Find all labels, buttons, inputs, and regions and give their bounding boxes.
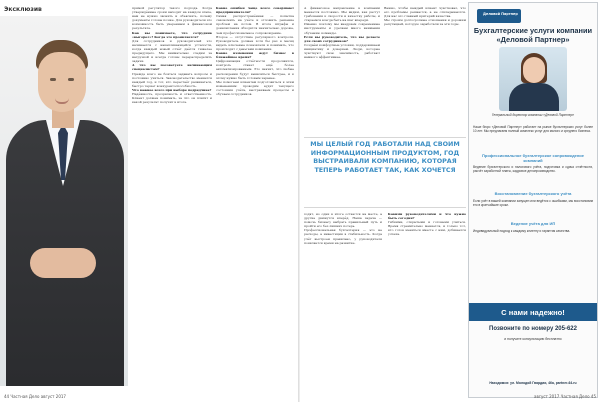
- interview-question: Какие изменения ждут бизнес в ближайшее время?: [216, 51, 294, 60]
- interview-question: Как вы понимаете, что сотрудник «выгорел»? Когда это проявляется?: [132, 30, 212, 39]
- slogan-text: С нами надежно!: [501, 308, 565, 317]
- article-paragraph: Надёжность, прозрачность и ответственность. Клиент должен понимать, за что он платит и какой результат получит в итоге.: [132, 91, 212, 105]
- portrait-photo: [0, 16, 128, 386]
- ad-heading-1: Профессиональное бухгалтерское сопровождение компаний: [482, 153, 584, 163]
- article-paragraph: Мы строим долгосрочные отношения и дорожим репутацией, которую заработали за эти годы.: [384, 18, 466, 27]
- section-label: Эксклюзив: [4, 6, 42, 13]
- consult-note: и получите консультацию бесплатно: [504, 337, 562, 341]
- left-eye: [50, 78, 56, 81]
- article-paragraph: Важно, чтобы каждый клиент чувствовал, что его проблемы решаются, а не откладываются. Для нас это главный критерий качества.: [384, 6, 466, 19]
- article-paragraph: Самая распространённая — попытка сэкономить на учёте и отложить решение проблем на потом. В итоге штрафы и доначисления обходятся значительно дороже, чем профессиональное сопровождение.: [216, 14, 294, 35]
- article-paragraph: Второе — отсутствие регулярного контроля. Руководитель должен хотя бы раз в месяц видеть ключевые показатели и понимать, что происходит с деньгами компании.: [216, 34, 294, 51]
- article-column-3: [304, 6, 380, 134]
- advertisement: [468, 2, 598, 398]
- interview-question: Какими руководителями и что нужно быть сегодня?: [388, 212, 466, 221]
- article-column-1: [132, 6, 212, 391]
- ad-heading-3: Ведение учёта для ИП: [510, 221, 556, 226]
- page-folio-left: 44 Частная Дело август 2017: [4, 394, 66, 399]
- interview-question: Если вы руководитель, что вы делаете для своих сотрудников?: [304, 34, 380, 43]
- photo-caption: Генеральный директор компании «Деловой Партнер»: [491, 113, 575, 117]
- interview-question: Что важнее всего при выборе подрядчика?: [132, 87, 212, 92]
- director-photo: [499, 47, 567, 111]
- article-column-2: [216, 6, 294, 391]
- article-paragraph: Гибкими, открытыми и готовыми учиться. Время стремительно меняется, и только тот, кто готов меняться вместе с ним, добивается успеха.: [388, 220, 466, 237]
- article-paragraph: ходят, но одни в итоге остаются на месте, а другие движутся вперёд. Наша задача — помочь бизнесу выбрать правильный путь и пройти его без лишних потерь.: [304, 212, 382, 229]
- right-eye: [68, 78, 74, 81]
- pull-quote: МЫ ЦЕЛЫЙ ГОД РАБОТАЛИ НАД СВОИМ ИНФОРМАЦИОННЫМ ПРОДУКТОМ, ГОД ВЫСТРАИВАЛИ КОМПАНИЮ, КОТОРАЯ ТЕПЕРЬ РАБОТАЕТ ТАК, КАК ХОЧЕТСЯ: [310, 140, 460, 174]
- ad-text-1: Ведение бухгалтерского и налогового учёта, подготовка и сдача отчётности, расчёт заработной платы, кадровое делопроизводство.: [473, 165, 593, 173]
- ad-heading-2: Восстановление бухгалтерского учёта: [494, 191, 572, 196]
- pullquote-rule-bottom: [304, 207, 466, 208]
- article-paragraph: Мы помогаем клиентам подготовиться к этим изменениям: проводим аудит текущего состояния учёта, выстраиваем процессы и обучаем сотрудников.: [216, 79, 294, 96]
- ad-text-2: Если учёт в вашей компании запущен или ведётся с ошибками, мы восстановим его в кратчайшие сроки.: [473, 199, 593, 207]
- pullquote-rule-top: [304, 137, 466, 138]
- page-folio-right: август 2017 Частная Дело 45: [534, 394, 596, 399]
- article-paragraph: Прежде всего не бояться задавать вопросы и постоянно учиться. Законодательство меняется каждый год, и тот, кто перестаёт развиваться, быстро теряет конкурентоспособность.: [132, 71, 212, 88]
- right-page: [300, 0, 600, 402]
- company-address: Находимся: ул. Молодой Гвардии, 46а, partner-64.ru: [489, 381, 577, 385]
- article-paragraph: Для сотрудников и руководителей это начинается с накапливающейся усталости, когда каждый новый отчёт даётся тяжелее предыдущего. Мы внимательно следим за нагрузкой и всегда готовы перераспределить задачи.: [132, 38, 212, 64]
- ad-intro: Наше бюро «Деловой Партнер» работает на рынке бухгалтерских услуг более 10 лет. Мы предлагаем полный комплекс услуг для малого и среднего бизнеса.: [473, 125, 593, 133]
- ad-text-3: Индивидуальный подход к каждому клиенту и гарантия качества.: [473, 229, 571, 233]
- phone-number: Позвоните по номеру 205-622: [489, 326, 577, 332]
- interview-question: А что вы посоветуете начинающим специалистам?: [132, 63, 212, 72]
- article-paragraph: прямой регулятор такого подхода. Когда утверждённые сроки выходят на каждом этапе, нам не нужно звонить и объяснять, почему документы готовы позже. Для руководителя это возможность быть уверенным в финансовом результате.: [132, 6, 212, 31]
- ad-title: Бухгалтерские услуги компании «Деловой Партнер»: [473, 26, 593, 44]
- interview-question: Какие ошибки чаще всего совершают предприниматели?: [216, 6, 294, 15]
- article-paragraph: Профессиональная бухгалтерия — это не расходы, а инвестиция в стабильность. Когда учёт выстроен правильно, у руководителя появляется время на развитие.: [304, 228, 382, 245]
- director-face: [523, 57, 545, 83]
- article-paragraph: Именно поэтому мы внедряем современные инструменты и уделяем много внимания обучению команды.: [304, 22, 380, 35]
- article-paragraph: Создаём комфортные условия, поддерживаем инициативу и доверяем. Люди, которые чувствуют свою значимость, работают намного эффективнее.: [304, 42, 380, 60]
- left-page: [0, 0, 298, 402]
- article-paragraph: Цифровизация отчётности продолжится, контроль станет ещё более автоматизированным. Это значит, что любые расхождения будут выявляться быстрее, и к этому нужно быть готовым заранее.: [216, 59, 294, 80]
- article-column-4: [384, 6, 466, 134]
- article-paragraph: А финансовое направление в компании меняется постоянно. Мы видим, как растут требования к скорости и качеству работы, и стараемся всегда быть на шаг впереди.: [304, 6, 380, 23]
- clasped-hands: [30, 248, 96, 278]
- logo-text: Деловой Партнер: [483, 12, 518, 16]
- article-bottom-text: [304, 212, 466, 390]
- director-body: [509, 83, 559, 111]
